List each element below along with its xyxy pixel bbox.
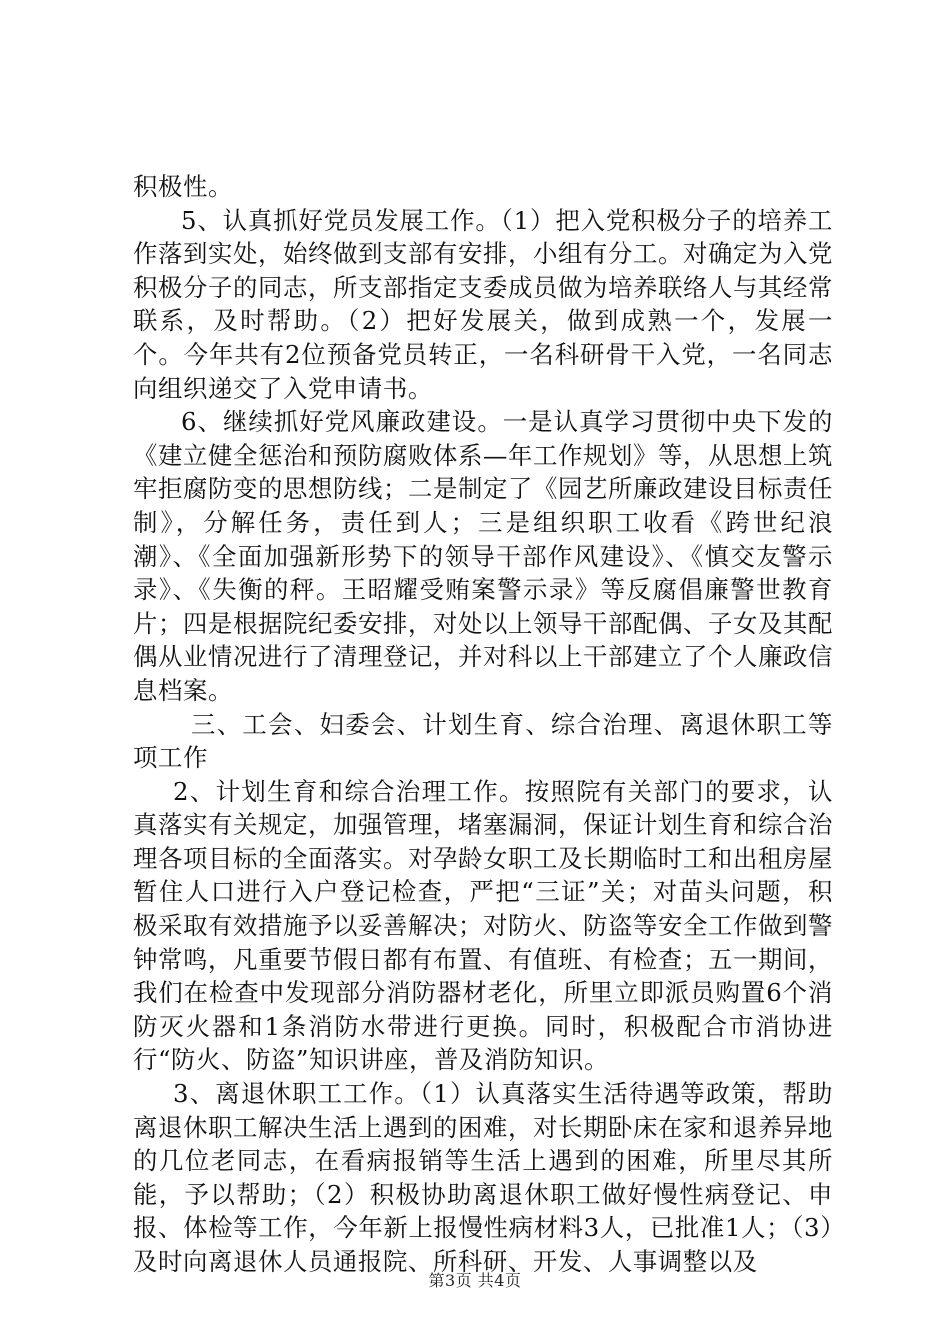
page-number-footer: 第3页 共4页 — [428, 1271, 522, 1290]
paragraph-party-member-development: 5、认真抓好党员发展工作。（1）把入党积极分子的培养工作落到实处，始终做到支部有安排，小组有分工。对确定为入党积极分子的同志，所支部指定支委成员做为培养联络人与其经常联系，及时帮助。（2）把好发展关，做到成熟一个，发展一个。今年共有2位预备党员转正，一名科研骨干入党，一名同志向组织递交了入党申请书。 — [133, 205, 833, 403]
paragraph-continuation: 积极性。 — [133, 172, 233, 201]
paragraph-anti-corruption: 6、继续抓好党风廉政建设。一是认真学习贯彻中央下发的《建立健全惩治和预防腐败体系—年工作规划》等，从思想上筑牢拒腐防变的思想防线；二是制定了《园艺所廉政建设目标责任制》，分解任务，责任到人；三是组织职工收看《跨世纪浪潮》、《全面加强新形势下的领导干部作风建设》、《慎交友警示录》、《失衡的秤。王昭耀受贿案警示录》等反腐倡廉警世教育片；四是根据院纪委安排，对处以上领导干部配偶、子女及其配偶从业情况进行了清理登记，并对科以上干部建立了个人廉政信息档案。 — [133, 407, 833, 705]
paragraph-family-planning-security: 2、计划生育和综合治理工作。按照院有关部门的要求，认真落实有关规定，加强管理，堵塞漏洞，保证计划生育和综合治理各项目标的全面落实。对孕龄女职工及长期临时工和出租房屋暂住人口进行入户登记检查，严把“三证”关；对苗头问题，积极采取有效措施予以妥善解决；对防火、防盗等安全工作做到警钟常鸣，凡重要节假日都有布置、有值班、有检查；五一期间，我们在检查中发现部分消防器材老化，所里立即派员购置6个消防灭火器和1条消防水带进行更换。同时，积极配合市消协进行“防火、防盗”知识讲座，普及消防知识。 — [133, 776, 833, 1075]
paragraph-retired-staff: 3、离退休职工工作。（1）认真落实生活待遇等政策，帮助离退休职工解决生活上遇到的困难，对长期卧床在家和退养异地的几位老同志，在看病报销等生活上遇到的困难，所里尽其所能，予以帮助；（2）积极协助离退休职工做好慢性病登记、申报、体检等工作，今年新上报慢性病材料3人，已批准1人；（3）及时向离退休人员通报院、所科研、开发、人事调整以及 — [133, 1079, 833, 1276]
section-heading-3: 三、工会、妇委会、计划生育、综合治理、离退休职工等项工作 — [133, 709, 833, 773]
document-body — [133, 170, 833, 1279]
